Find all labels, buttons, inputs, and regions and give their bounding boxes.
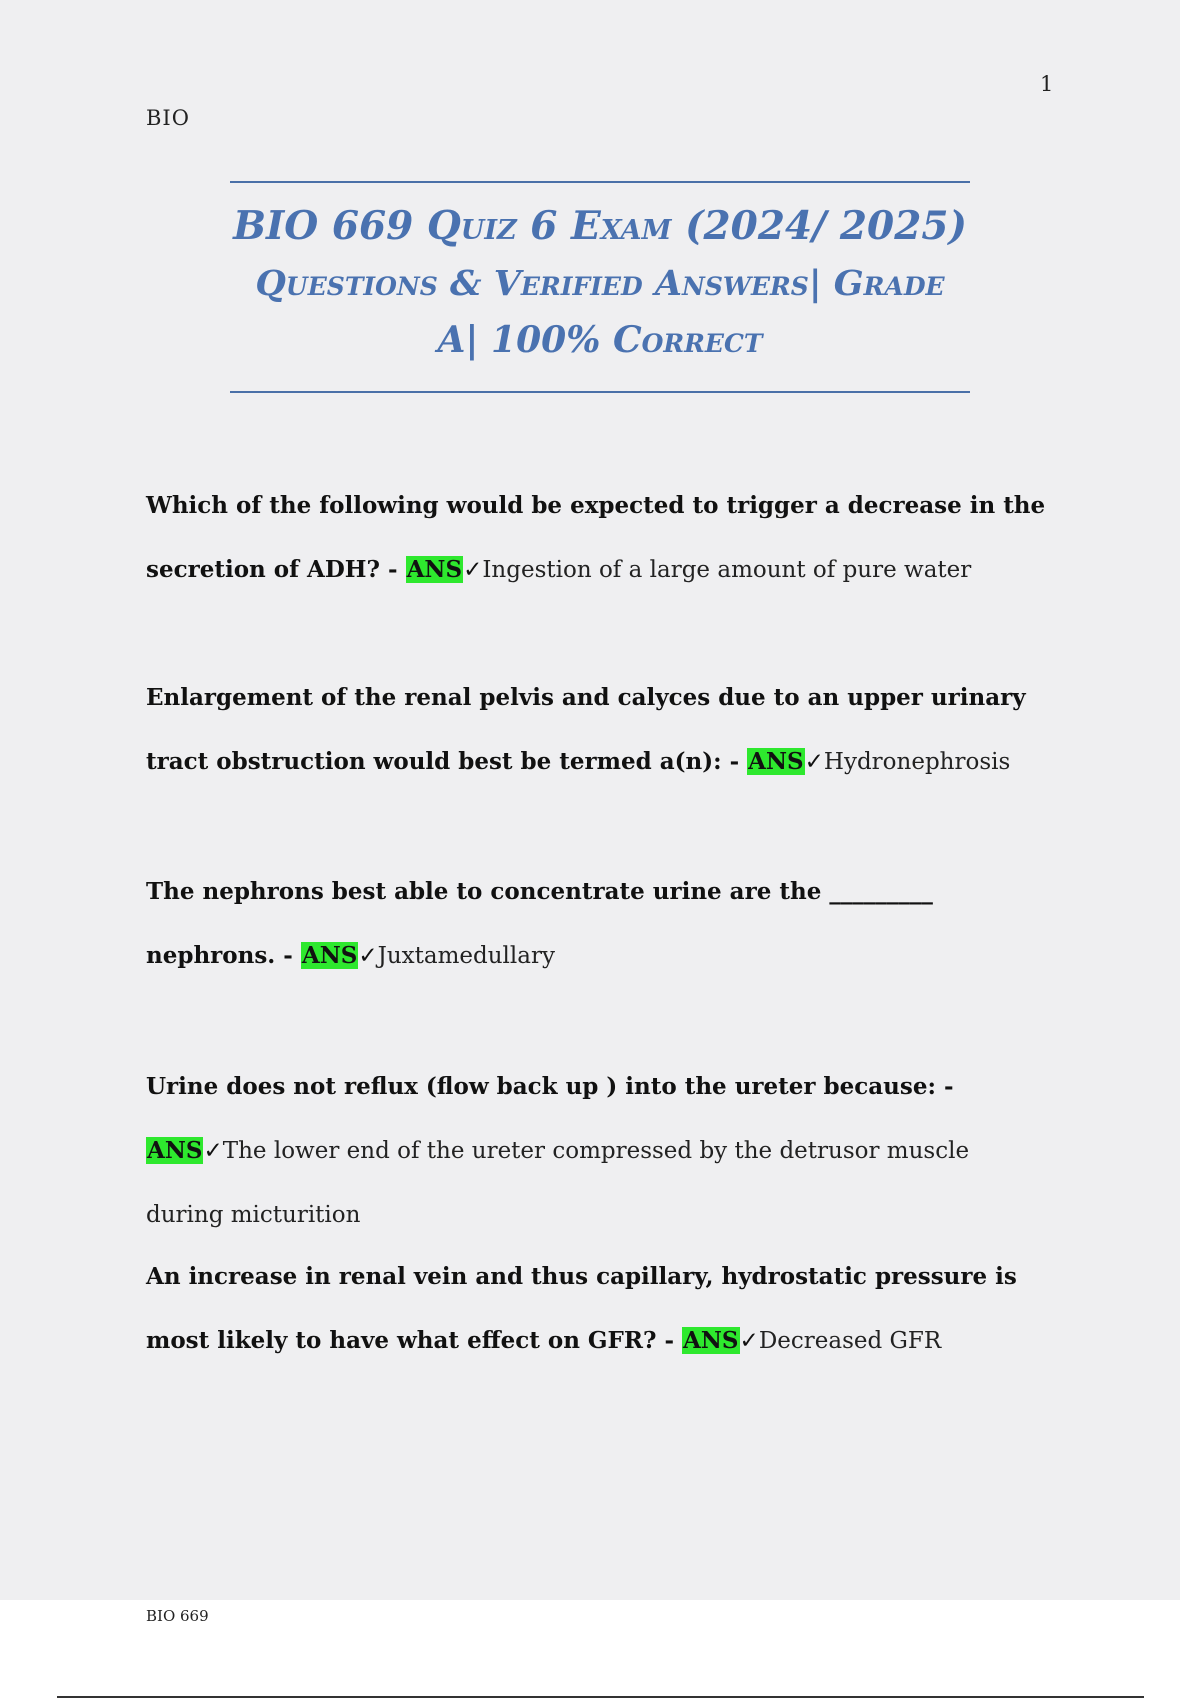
qa-item — [146, 474, 1046, 602]
answer-text: Hydronephrosis — [823, 749, 1011, 775]
question-text: Enlargement of the renal pelvis and calyces due to an upper urinary tract obstruction would best be termed a(n): - — [146, 684, 1026, 775]
answer-tag: ANS — [147, 1137, 203, 1164]
question-text: Urine does not reflux (flow back up ) into the ureter because: - — [146, 1073, 954, 1100]
running-header: BIO — [146, 106, 190, 130]
qa-item — [146, 1055, 1046, 1247]
document-title — [200, 198, 1000, 369]
title-line-3: A| 100% Correct — [437, 319, 763, 361]
checkmark-icon: ✓ — [804, 749, 824, 775]
answer-tag: ANS — [301, 942, 358, 969]
question-text: An increase in renal vein and thus capillary, hydrostatic pressure is most likely to have what effect on GFR? - — [146, 1263, 1017, 1354]
footer-rule — [57, 1696, 1144, 1698]
checkmark-icon: ✓ — [203, 1138, 223, 1164]
qa-item — [146, 860, 1046, 988]
answer-text: Juxtamedullary — [377, 943, 555, 969]
question-text: The nephrons best able to concentrate urine are the _________ nephrons. - — [146, 878, 933, 969]
question-text: Which of the following would be expected to trigger a decrease in the secretion of ADH? - — [146, 492, 1046, 583]
answer-text: The lower end of the ureter compressed by the detrusor muscle during micturition — [146, 1138, 970, 1228]
checkmark-icon: ✓ — [739, 1328, 759, 1354]
answer-text: Ingestion of a large amount of pure water — [482, 557, 972, 583]
title-top-rule — [230, 181, 970, 183]
qa-item — [146, 1245, 1046, 1373]
page-footer: BIO 669 — [146, 1607, 209, 1625]
title-bottom-rule — [230, 391, 970, 393]
qa-item — [146, 666, 1046, 794]
title-line-2: Questions & Verified Answers| Grade — [255, 263, 945, 304]
answer-tag: ANS — [406, 556, 463, 583]
page-number: 1 — [1040, 72, 1054, 96]
answer-tag: ANS — [683, 1327, 739, 1354]
answer-text: Decreased GFR — [758, 1328, 942, 1354]
checkmark-icon: ✓ — [463, 557, 483, 583]
checkmark-icon: ✓ — [358, 943, 378, 969]
answer-tag: ANS — [748, 748, 804, 775]
title-line-1: BIO 669 Quiz 6 Exam (2024/ 2025) — [233, 203, 967, 249]
